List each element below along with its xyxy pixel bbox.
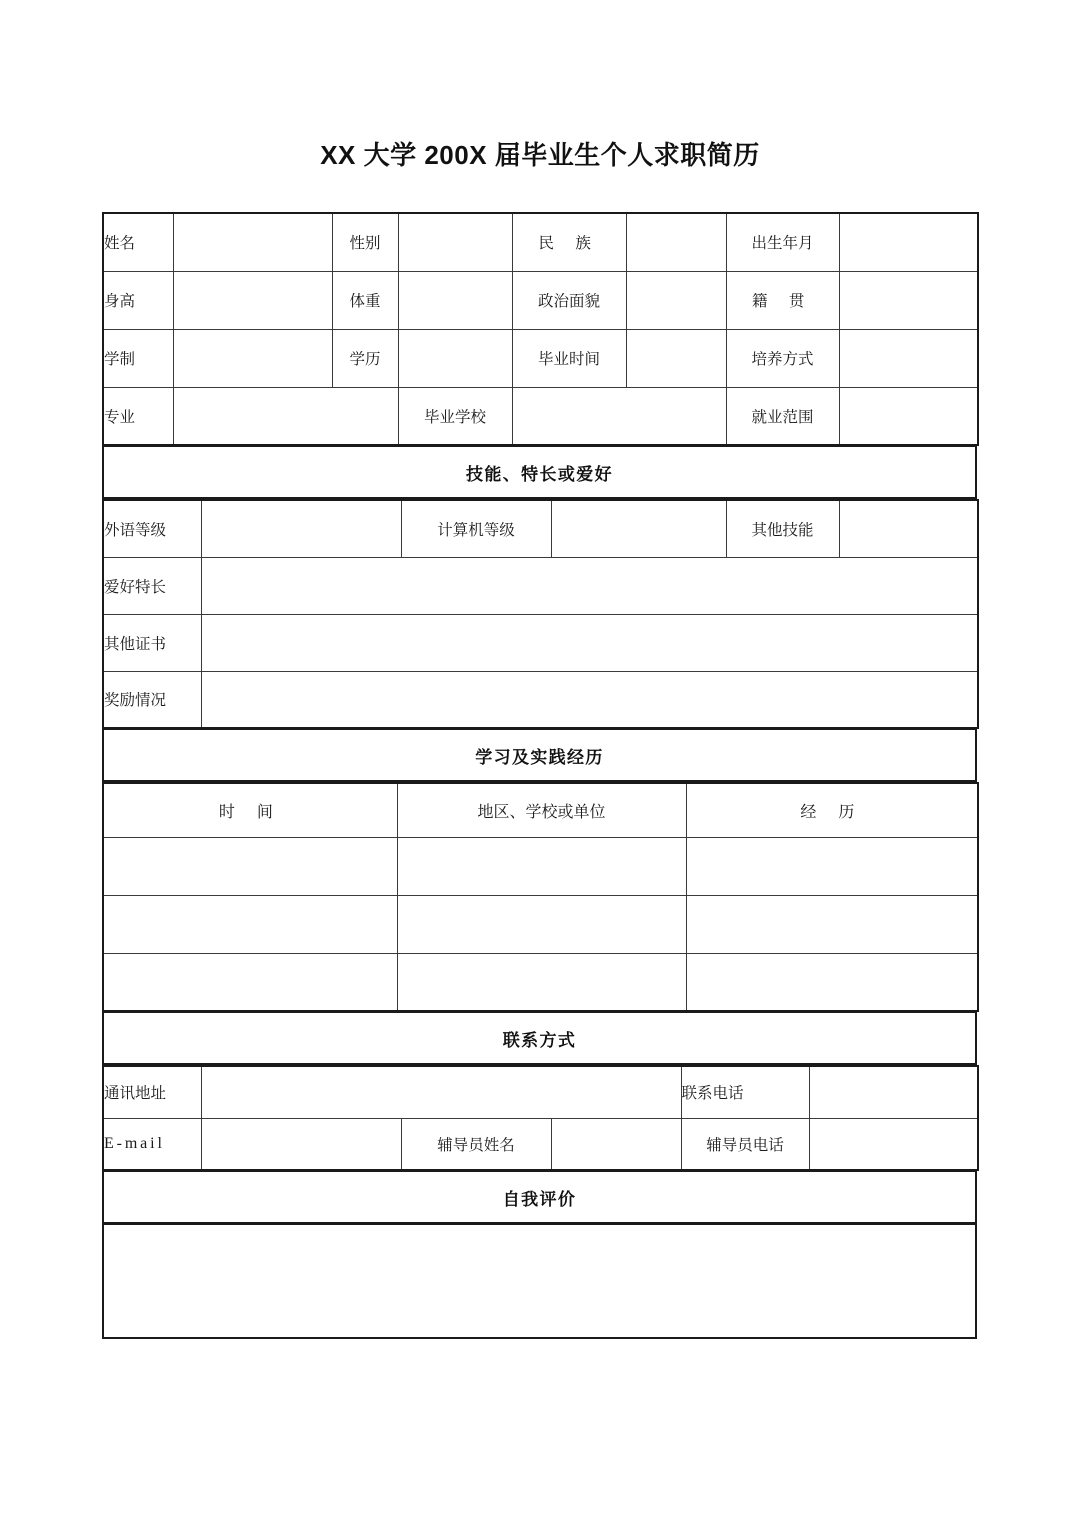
field-training-mode[interactable] <box>839 329 978 387</box>
table-row <box>103 329 978 387</box>
field-experience-detail[interactable] <box>686 895 978 953</box>
table-row <box>103 271 978 329</box>
field-graduation-school[interactable] <box>512 387 726 445</box>
field-mailing-address[interactable] <box>201 1066 681 1118</box>
label-schooling-length: 学制 <box>103 329 173 387</box>
field-weight[interactable] <box>398 271 512 329</box>
resume-form <box>102 212 977 1339</box>
field-major[interactable] <box>173 387 398 445</box>
self-evaluation-header-label: 自我评价 <box>502 1189 577 1209</box>
column-header-experience: 经 历 <box>686 783 978 837</box>
field-experience-place[interactable] <box>397 837 686 895</box>
label-foreign-language-level: 外语等级 <box>103 500 201 557</box>
field-experience-time[interactable] <box>103 953 397 1011</box>
label-awards: 奖励情况 <box>103 671 201 728</box>
field-political-status[interactable] <box>626 271 726 329</box>
contact-table <box>102 1065 979 1171</box>
field-gender[interactable] <box>398 213 512 271</box>
field-birthdate[interactable] <box>839 213 978 271</box>
table-row <box>103 953 978 1011</box>
field-experience-detail[interactable] <box>686 953 978 1011</box>
field-native-place[interactable] <box>839 271 978 329</box>
contact-section-header <box>102 1011 977 1065</box>
table-row <box>103 1118 978 1170</box>
contact-header-label: 联系方式 <box>502 1030 577 1050</box>
label-weight: 体重 <box>332 271 398 329</box>
experience-table <box>102 782 979 1012</box>
field-counselor-phone[interactable] <box>809 1118 978 1170</box>
label-native-place: 籍 贯 <box>726 271 839 329</box>
label-graduation-time: 毕业时间 <box>512 329 626 387</box>
field-computer-level[interactable] <box>551 500 726 557</box>
field-foreign-language-level[interactable] <box>201 500 401 557</box>
label-education: 学历 <box>332 329 398 387</box>
table-row <box>103 1066 978 1118</box>
label-graduation-school: 毕业学校 <box>398 387 512 445</box>
field-name[interactable] <box>173 213 332 271</box>
experience-header-label: 学习及实践经历 <box>475 747 604 767</box>
label-other-skills: 其他技能 <box>726 500 839 557</box>
label-contact-phone: 联系电话 <box>681 1066 809 1118</box>
label-employment-scope: 就业范围 <box>726 387 839 445</box>
table-row <box>103 213 978 271</box>
field-self-evaluation[interactable] <box>103 1224 976 1338</box>
column-header-time: 时 间 <box>103 783 397 837</box>
label-hobbies: 爱好特长 <box>103 557 201 614</box>
table-row <box>103 500 978 557</box>
skills-section-header <box>102 445 977 499</box>
field-ethnicity[interactable] <box>626 213 726 271</box>
table-row <box>103 614 978 671</box>
label-birthdate: 出生年月 <box>726 213 839 271</box>
label-counselor-name: 辅导员姓名 <box>401 1118 551 1170</box>
label-major: 专业 <box>103 387 173 445</box>
label-height: 身高 <box>103 271 173 329</box>
label-ethnicity: 民 族 <box>512 213 626 271</box>
label-training-mode: 培养方式 <box>726 329 839 387</box>
skills-table <box>102 499 979 729</box>
self-evaluation-section-header <box>102 1170 977 1224</box>
field-experience-place[interactable] <box>397 895 686 953</box>
page-title: XX 大学 200X 届毕业生个人求职简历 <box>320 140 760 170</box>
table-row <box>103 387 978 445</box>
table-row <box>103 671 978 728</box>
table-row <box>103 895 978 953</box>
field-graduation-time[interactable] <box>626 329 726 387</box>
field-contact-phone[interactable] <box>809 1066 978 1118</box>
field-experience-time[interactable] <box>103 837 397 895</box>
label-gender: 性别 <box>332 213 398 271</box>
label-other-certificates: 其他证书 <box>103 614 201 671</box>
field-other-certificates[interactable] <box>201 614 978 671</box>
column-header-place: 地区、学校或单位 <box>397 783 686 837</box>
self-evaluation-table <box>102 1223 977 1339</box>
field-awards[interactable] <box>201 671 978 728</box>
field-hobbies[interactable] <box>201 557 978 614</box>
field-height[interactable] <box>173 271 332 329</box>
label-mailing-address: 通讯地址 <box>103 1066 201 1118</box>
field-email[interactable] <box>201 1118 401 1170</box>
field-employment-scope[interactable] <box>839 387 978 445</box>
label-political-status: 政治面貌 <box>512 271 626 329</box>
field-other-skills[interactable] <box>839 500 978 557</box>
field-experience-place[interactable] <box>397 953 686 1011</box>
field-education[interactable] <box>398 329 512 387</box>
field-experience-time[interactable] <box>103 895 397 953</box>
label-email: E-mail <box>103 1118 201 1170</box>
label-name: 姓名 <box>103 213 173 271</box>
field-counselor-name[interactable] <box>551 1118 681 1170</box>
label-computer-level: 计算机等级 <box>401 500 551 557</box>
skills-header-label: 技能、特长或爱好 <box>466 464 613 484</box>
label-counselor-phone: 辅导员电话 <box>681 1118 809 1170</box>
table-row <box>103 557 978 614</box>
basic-info-table <box>102 212 979 446</box>
table-header-row <box>103 783 978 837</box>
field-schooling-length[interactable] <box>173 329 332 387</box>
field-experience-detail[interactable] <box>686 837 978 895</box>
table-row <box>103 837 978 895</box>
experience-section-header <box>102 728 977 782</box>
